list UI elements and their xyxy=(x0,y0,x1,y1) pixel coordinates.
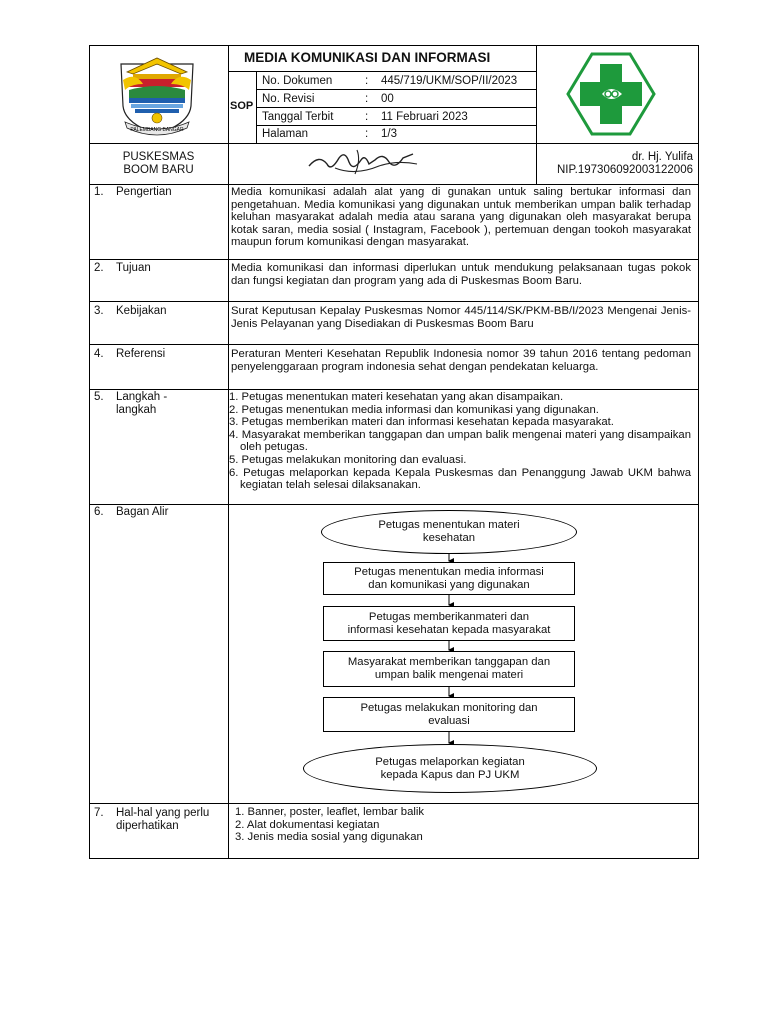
step-item: 3. Petugas memberikan materi dan informasi kesehatan kepada masyarakat. xyxy=(229,416,614,429)
step-item: 2. Petugas menentukan media informasi dan komunikasi yang digunakan. xyxy=(229,403,599,416)
section-text-kebijakan: Surat Keputusan Kepalay Puskesmas Nomor 445/114/SK/PKM-BB/I/2023 Mengenai Jenis- Jenis Pelayanan yang Disediakan di Puskesmas Boom Baru xyxy=(231,305,691,330)
flow-node-text: kepada Kapus dan PJ UKM xyxy=(380,768,520,781)
field-sep: : xyxy=(365,128,369,140)
step-item: 5. Petugas melakukan monitoring dan evaluasi. xyxy=(229,453,467,466)
signer-nip: NIP.197306092003122006 xyxy=(556,164,693,176)
section-number: 6. xyxy=(94,506,104,518)
flow-node-text: umpan balik mengenai materi xyxy=(374,669,524,681)
note-item: 3. Jenis media sosial yang digunakan xyxy=(235,831,423,844)
flow-node-start xyxy=(321,510,577,554)
flow-node-text: Petugas melaporkan kegiatan xyxy=(375,755,525,768)
note-item: 1. Banner, poster, leaflet, lembar balik xyxy=(235,806,425,818)
step-item: 6. Petugas melaporkan kepada Kepala Puskesmas dan Penanggung Jawab UKM bahwa kegiatan telah selesai dilaksanakan. xyxy=(229,466,691,492)
flow-node-text: kesehatan xyxy=(422,532,476,544)
section-number: 3. xyxy=(94,305,104,317)
issue-date-value: 11 Februari 2023 xyxy=(381,111,468,123)
flow-node-text: Masyarakat memberikan tanggapan dan xyxy=(347,656,551,668)
section-label-pengertian: Pengertian xyxy=(116,186,172,198)
section-label-referensi: Referensi xyxy=(116,348,166,360)
section-text-pengertian: Media komunikasi adalah alat yang di gunakan untuk saling bertukar informasi dan pengetahuan. Media komunikasi yang digunakan untuk memberikan umpan balik terhadap keluhan masyarakat adalah media atau sarana yang digunakan oleh masyarakat berupa kotak saran, media sosial ( Instagram, Facebook ), pertemuan dengan tookoh masyarakat maupun forum komunikasi dengan masyarakat. xyxy=(231,186,691,249)
flow-node-step xyxy=(323,606,575,641)
section-number: 1. xyxy=(94,186,104,198)
section-label-kebijakan: Kebijakan xyxy=(116,305,167,317)
section-label-langkah: Langkah - xyxy=(116,391,168,403)
revision-value: 00 xyxy=(381,93,394,105)
org-name-line1: PUSKESMAS xyxy=(122,151,195,163)
signer-name: dr. Hj. Yulifa xyxy=(631,151,693,163)
section-text-tujuan: Media komunikasi dan informasi diperlukan untuk mendukung pelaksanaan tugas pokok dan fungsi kegiatan dan program yang ada di Puskesmas Boom Baru. xyxy=(231,262,691,287)
step-item: 1. Petugas menentukan materi kesehatan yang akan disampaikan. xyxy=(229,391,564,403)
flow-node-text: Petugas menentukan media informasi xyxy=(354,565,544,578)
notes-list xyxy=(235,806,691,844)
logo-caption: PALEMBANG BANGAR xyxy=(130,127,184,133)
section-number: 7. xyxy=(94,807,104,819)
org-name-line2: BOOM BARU xyxy=(123,164,194,176)
field-label: Halaman xyxy=(262,128,309,140)
section-number: 4. xyxy=(94,348,104,360)
flow-node-text: dan komunikasi yang digunakan xyxy=(368,578,530,591)
flow-node-step xyxy=(323,562,575,595)
flow-node-step xyxy=(323,697,575,732)
field-label: Tanggal Terbit xyxy=(262,111,334,123)
flow-node-text: informasi kesehatan kepada masyarakat xyxy=(347,623,551,636)
section-label-hal-hal: Hal-hal yang perlu xyxy=(116,807,210,819)
flow-node-text: Petugas memberikanmateri dan xyxy=(368,610,530,623)
document-number-value: 445/719/UKM/SOP/II/2023 xyxy=(381,75,518,87)
step-item: 4. Masyarakat memberikan tanggapan dan umpan balik mengenai materi yang disampaikan oleh petugas. xyxy=(229,428,691,454)
page-value: 1/3 xyxy=(381,128,397,140)
field-label: No. Dokumen xyxy=(262,75,333,87)
section-number: 2. xyxy=(94,262,104,274)
section-label-tujuan: Tujuan xyxy=(116,262,151,274)
field-sep: : xyxy=(365,93,369,105)
section-label-bagan-alir: Bagan Alir xyxy=(116,506,169,518)
field-label: No. Revisi xyxy=(262,93,315,105)
document-title: MEDIA KOMUNIKASI DAN INFORMASI xyxy=(244,50,491,65)
note-item: 2. Alat dokumentasi kegiatan xyxy=(235,818,380,831)
field-sep: : xyxy=(365,75,369,87)
section-text-referensi: Peraturan Menteri Kesehatan Republik Indonesia nomor 39 tahun 2016 tentang pedoman penyelenggaraan program indonesia sehat dengan pendekatan keluarga. xyxy=(231,348,691,373)
flow-node-text: evaluasi xyxy=(428,714,470,727)
flow-node-step xyxy=(323,651,575,687)
section-label-langkah-2: langkah xyxy=(116,404,157,416)
sop-label: SOP xyxy=(230,100,254,112)
flow-node-end xyxy=(303,744,597,793)
flow-node-text: Petugas melakukan monitoring dan xyxy=(360,701,538,714)
field-sep: : xyxy=(365,111,369,123)
flow-node-text: Petugas menentukan materi xyxy=(378,519,520,531)
section-label-hal-hal-2: diperhatikan xyxy=(116,820,179,832)
section-number: 5. xyxy=(94,391,104,403)
